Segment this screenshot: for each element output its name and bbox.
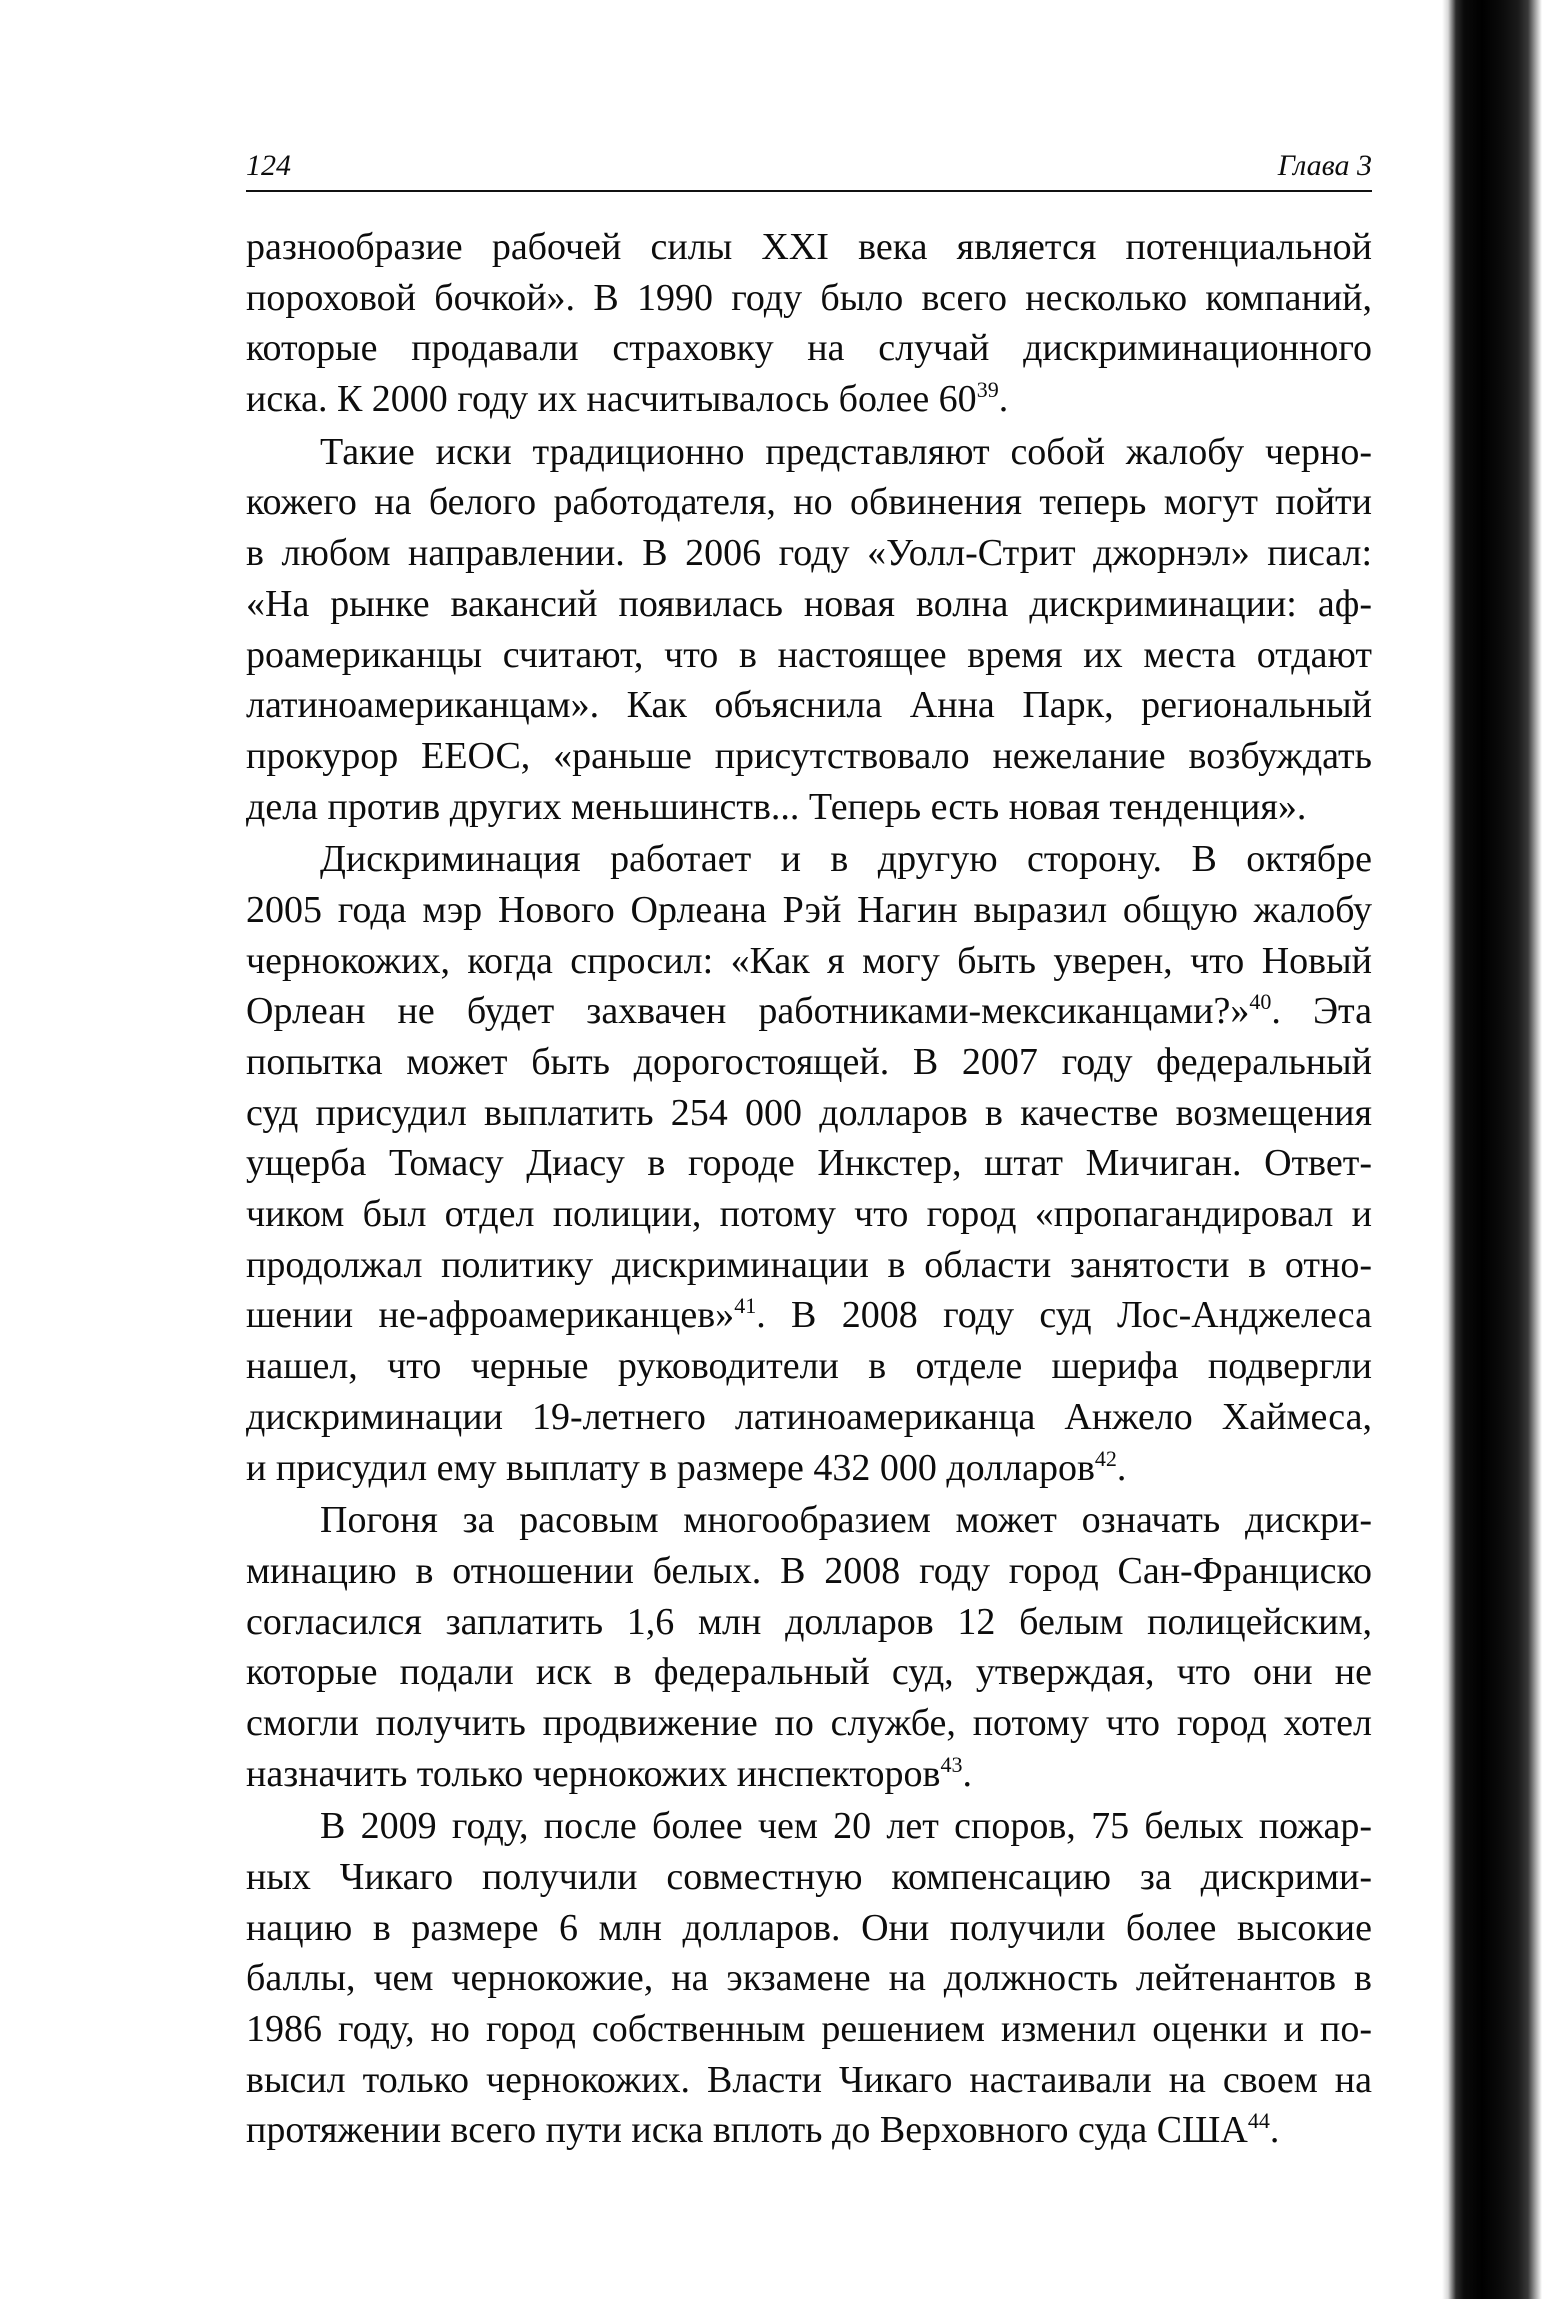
text-line (246, 222, 1372, 273)
text-line (246, 2105, 1372, 2156)
paragraph (246, 427, 1372, 833)
text-line (246, 1290, 1372, 1341)
line-text: разнообразие рабочей силы XXI века является потенциальной (246, 226, 1372, 268)
text-line (246, 528, 1372, 579)
line-text: и присудил ему выплату в размере 432 000 долларов (246, 1446, 1095, 1489)
text-line (246, 427, 1372, 478)
paragraph (246, 834, 1372, 1493)
footnote-ref: 41 (734, 1293, 757, 1319)
text-line (246, 782, 1372, 833)
line-text-after: . В 2008 году суд Лос-Анджелеса (756, 1294, 1372, 1337)
text-line (246, 477, 1372, 528)
text-line (246, 1037, 1372, 1088)
line-text: нашел, что черные руководители в отделе шерифа подвергли (246, 1345, 1372, 1388)
line-text: иска. К 2000 году их насчитывалось более 60 (246, 378, 977, 421)
line-text: назначить только чернокожих инспекторов (246, 1752, 941, 1795)
text-line (246, 1189, 1372, 1240)
text-line (246, 885, 1372, 936)
text-line (246, 1546, 1372, 1597)
footnote-ref: 42 (1094, 1445, 1117, 1471)
text-line (246, 1903, 1372, 1954)
text-line (246, 1341, 1372, 1392)
paragraph (246, 222, 1372, 425)
line-text: смогли получить продвижение по службе, потому что город хотел (246, 1701, 1372, 1744)
line-text: высил только чернокожих. Власти Чикаго настаивали на своем на (246, 2058, 1372, 2101)
line-text-after: . (998, 378, 1009, 421)
line-text: ущерба Томасу Диасу в городе Инкстер, штат Мичиган. Ответ- (246, 1142, 1372, 1185)
line-text: которые подали иск в федеральный суд, утверждая, что они не (246, 1651, 1372, 1694)
line-text: дискриминации 19-летнего латиноамериканца Анжело Хаймеса, (246, 1395, 1372, 1438)
line-text: чернокожих, когда спросил: «Как я могу быть уверен, что Новый (246, 939, 1372, 982)
line-text: пороховой бочкой». В 1990 году было всего несколько компаний, (246, 276, 1372, 319)
text-line (246, 323, 1372, 374)
text-line (246, 1392, 1372, 1443)
text-line (246, 1698, 1372, 1749)
text-line (246, 834, 1372, 885)
line-text: попытка может быть дорогостоящей. В 2007 году федеральный (246, 1041, 1372, 1083)
line-text: продолжал политику дискриминации в области занятости в отно- (246, 1243, 1372, 1286)
line-text: ных Чикаго получили совместную компенсацию за дискрими- (246, 1856, 1372, 1898)
line-text-after: . Эта (1271, 990, 1372, 1033)
text-line (246, 1443, 1372, 1494)
scan-binding-shadow (1442, 0, 1542, 2299)
line-text: чиком был отдел полиции, потому что город «пропагандировал и (246, 1193, 1372, 1236)
text-line (246, 1852, 1372, 1903)
text-line (246, 936, 1372, 987)
text-line (246, 630, 1372, 681)
line-text: В 2009 году, после более чем 20 лет споров, 75 белых пожар- (320, 1805, 1372, 1848)
footnote-ref: 44 (1247, 2108, 1270, 2134)
line-text: латиноамериканцам». Как объяснила Анна Парк, региональный (246, 684, 1372, 727)
text-line (246, 1495, 1372, 1546)
line-text: прокурор ЕЕОС, «раньше присутствовало нежелание возбуждать (246, 734, 1372, 777)
line-text: минацию в отношении белых. В 2008 году город Сан-Франциско (246, 1549, 1372, 1592)
page-number: 124 (246, 149, 291, 182)
running-head (246, 148, 1372, 192)
line-text: «На рынке вакансий появилась новая волна дискриминации: аф- (246, 582, 1372, 625)
text-line (246, 1953, 1372, 2004)
text-line (246, 1647, 1372, 1698)
line-text: протяжении всего пути иска вплоть до Верховного суда США (246, 2109, 1248, 2152)
line-text: нацию в размере 6 млн долларов. Они получили более высокие (246, 1906, 1372, 1949)
footnote-ref: 39 (976, 377, 999, 403)
line-text: роамериканцы считают, что в настоящее время их места отдают (246, 633, 1372, 676)
text-line (246, 1749, 1372, 1800)
text-line (246, 986, 1372, 1037)
body-text (246, 222, 1372, 2158)
line-text: суд присудил выплатить 254 000 долларов в качестве возмещения (246, 1091, 1372, 1134)
line-text: 1986 году, но город собственным решением изменил оценки и по- (246, 2008, 1372, 2051)
line-text: шении не-афроамериканцев» (246, 1294, 735, 1337)
text-line (246, 1801, 1372, 1852)
line-text: кожего на белого работодателя, но обвинения теперь могут пойти (246, 481, 1372, 524)
chapter-label: Глава 3 (1277, 149, 1372, 182)
line-text: дела против других меньшинств... Теперь есть новая тенденция». (246, 785, 1307, 828)
paragraph (246, 1801, 1372, 2156)
line-text: баллы, чем чернокожие, на экзамене на должность лейтенантов в (246, 1957, 1372, 2000)
text-line (246, 579, 1372, 630)
line-text: согласился заплатить 1,6 млн долларов 12 белым полицейским, (246, 1600, 1372, 1643)
line-text-after: . (962, 1752, 972, 1795)
text-line (246, 1597, 1372, 1648)
text-line (246, 374, 1372, 425)
text-line (246, 1138, 1372, 1189)
line-text: Дискриминация работает и в другую сторону. В октябре (320, 838, 1372, 881)
line-text: Погоня за расовым многообразием может означать дискри- (320, 1499, 1372, 1542)
text-line (246, 680, 1372, 731)
line-text-after: . (1116, 1446, 1127, 1489)
text-line (246, 273, 1372, 324)
text-line (246, 731, 1372, 782)
text-line (246, 1088, 1372, 1139)
footnote-ref: 43 (940, 1751, 963, 1777)
line-text: которые продавали страховку на случай дискриминационного (246, 327, 1372, 370)
line-text: в любом направлении. В 2006 году «Уолл-Стрит джорнэл» писал: (246, 532, 1372, 575)
line-text: Такие иски традиционно представляют собой жалобу черно- (320, 430, 1372, 473)
paragraph (246, 1495, 1372, 1799)
line-text-after: . (1269, 2109, 1280, 2152)
text-line (246, 2055, 1372, 2106)
text-line (246, 1240, 1372, 1291)
line-text: Орлеан не будет захвачен работниками-мексиканцами?» (246, 990, 1250, 1033)
line-text: 2005 года мэр Нового Орлеана Рэй Нагин выразил общую жалобу (246, 888, 1372, 931)
text-line (246, 2004, 1372, 2055)
footnote-ref: 40 (1249, 989, 1272, 1015)
